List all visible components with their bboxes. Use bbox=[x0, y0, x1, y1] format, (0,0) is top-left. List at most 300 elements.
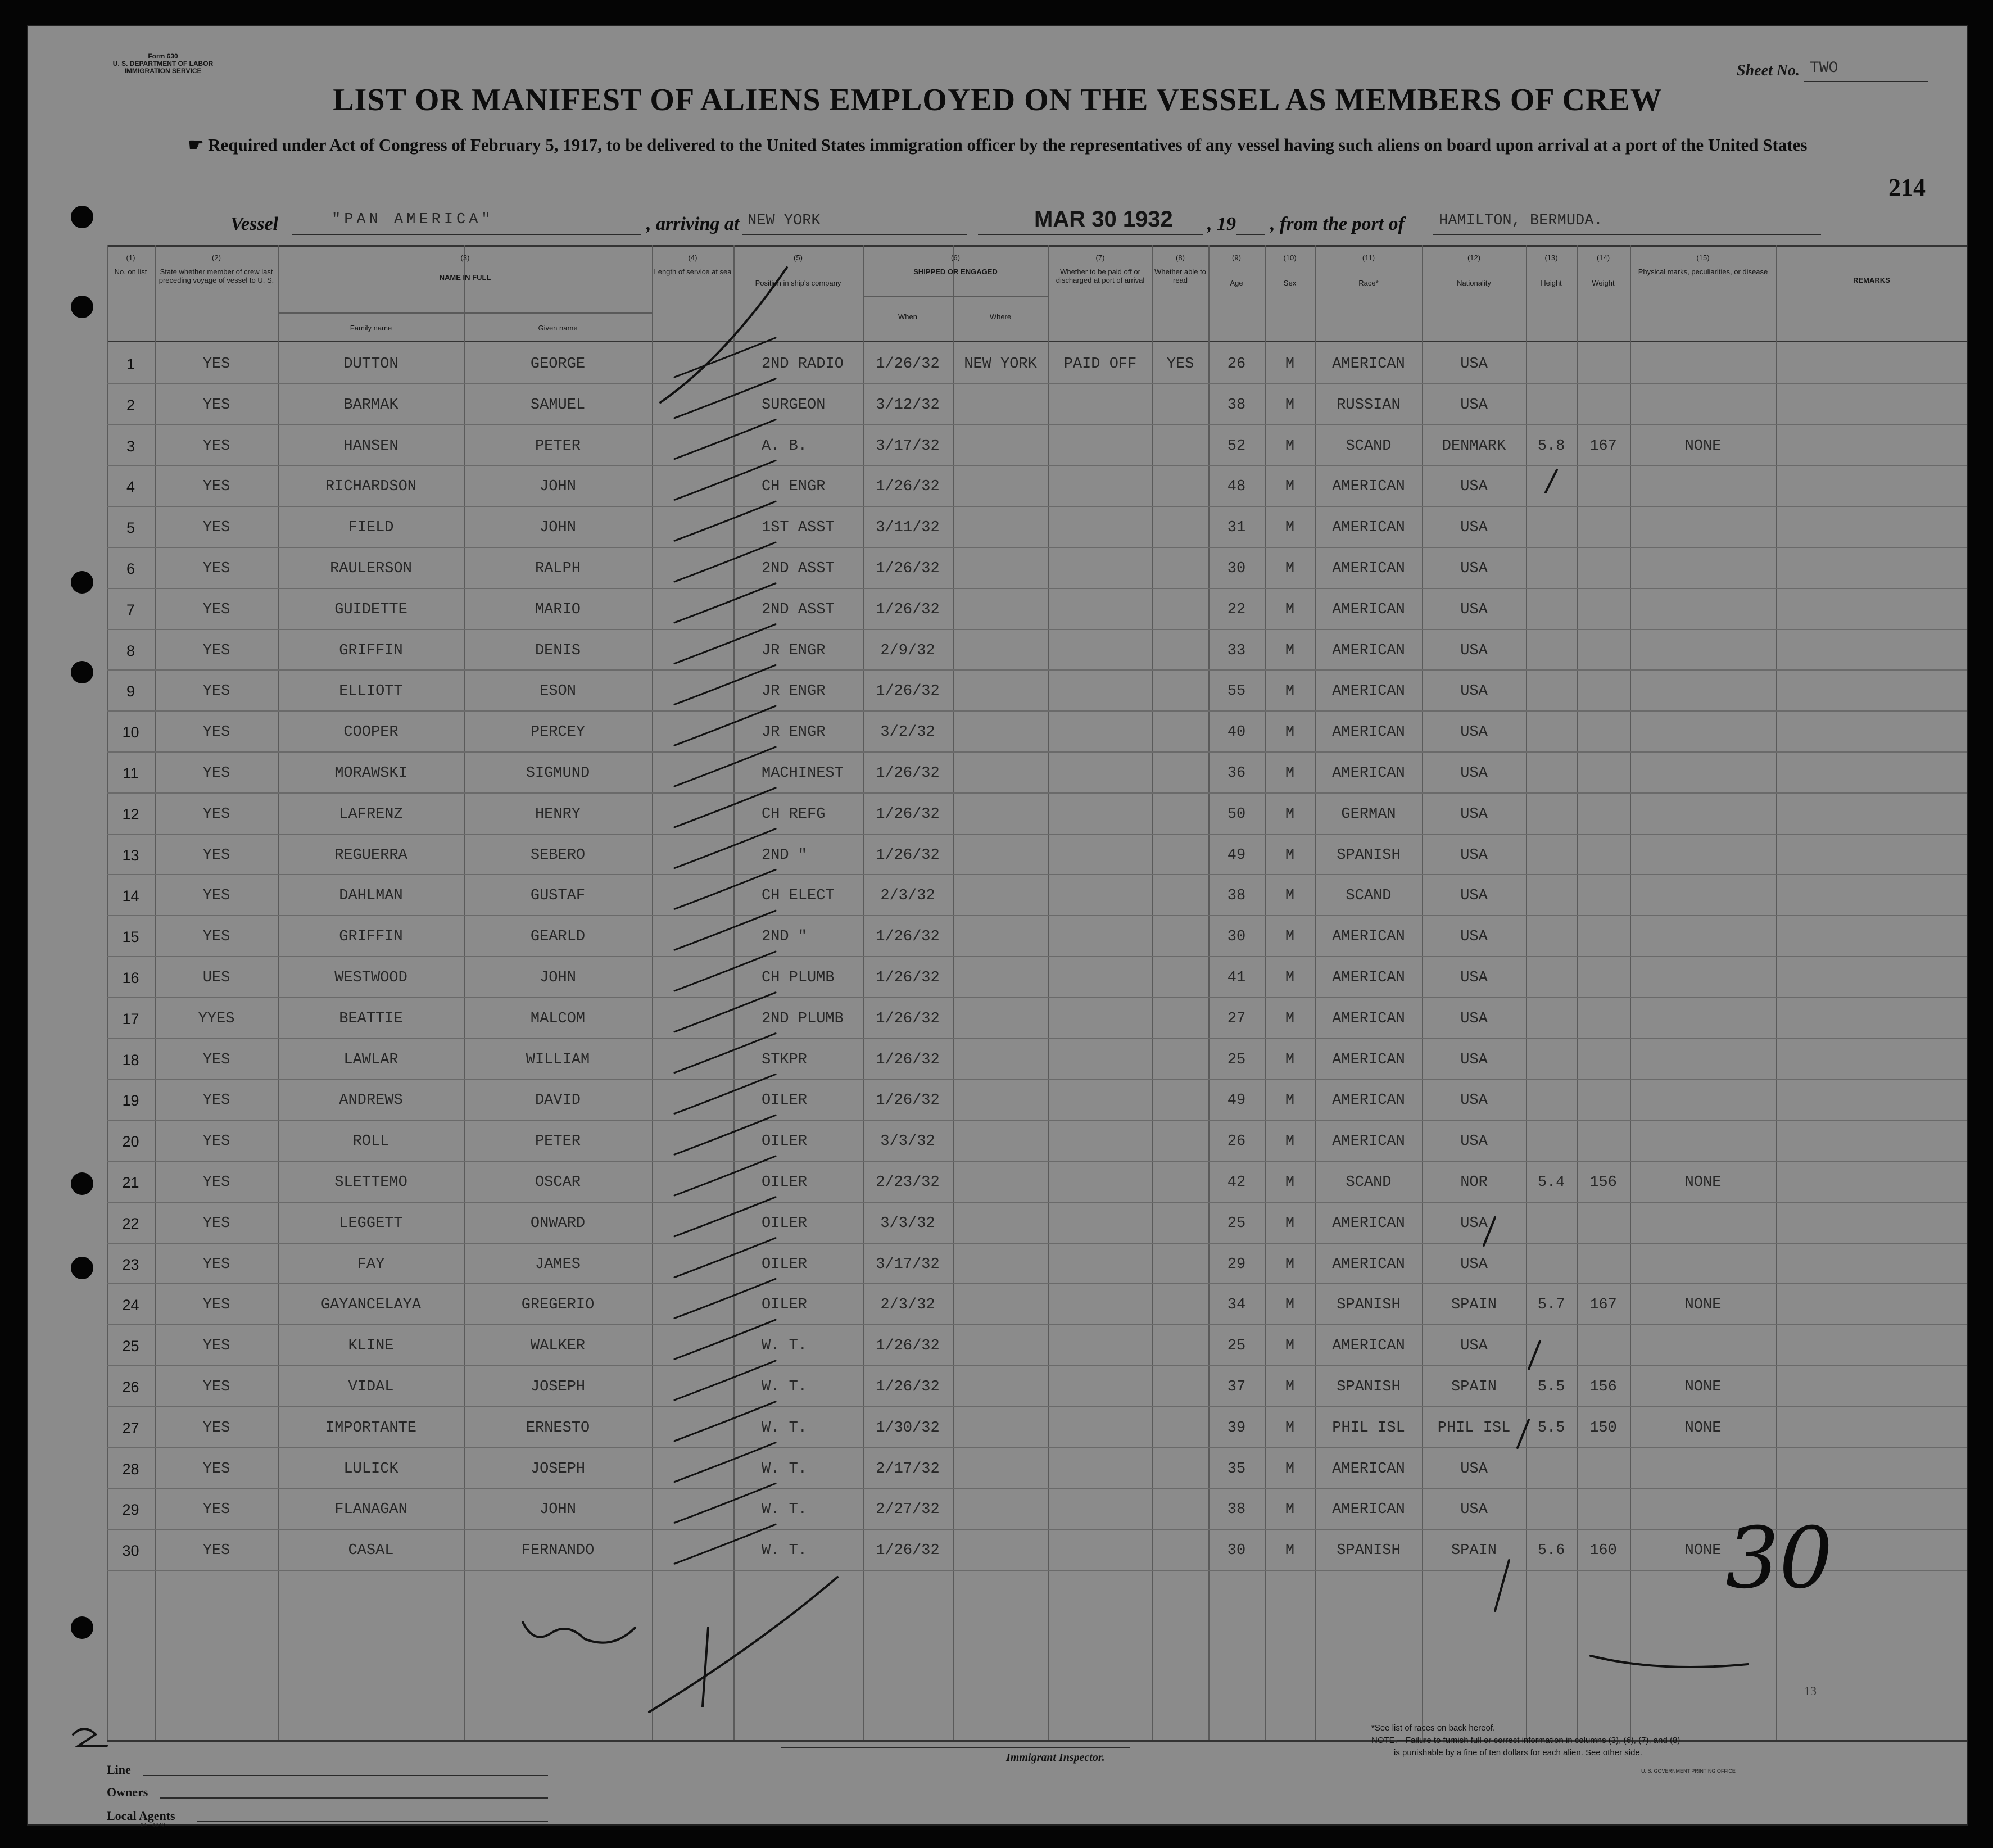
checkmark bbox=[674, 1074, 776, 1113]
cell-race: AMERICAN bbox=[1332, 519, 1405, 537]
cell-given: GEORGE bbox=[530, 356, 586, 373]
cell-when: 1/26/32 bbox=[876, 601, 940, 618]
cell-when: 2/23/32 bbox=[876, 1174, 940, 1191]
cell-crew: YES bbox=[202, 1542, 230, 1560]
cell-height: 5.4 bbox=[1537, 1174, 1565, 1191]
cell-no: 12 bbox=[122, 805, 139, 823]
cell-crew: YES bbox=[202, 805, 230, 823]
checkmark bbox=[674, 1279, 776, 1318]
cell-when: 1/26/32 bbox=[876, 356, 940, 373]
cell-family: MORAWSKI bbox=[334, 765, 407, 782]
cell-nat: USA bbox=[1460, 1256, 1488, 1273]
cell-weight: 150 bbox=[1589, 1419, 1617, 1437]
cell-family: ROLL bbox=[352, 1133, 389, 1151]
checkmark bbox=[674, 869, 776, 909]
cell-when: 1/26/32 bbox=[876, 1379, 940, 1396]
cell-race: AMERICAN bbox=[1332, 1338, 1405, 1355]
cell-sex: M bbox=[1285, 1174, 1295, 1191]
cell-when: 1/26/32 bbox=[876, 1010, 940, 1027]
cell-no: 19 bbox=[122, 1092, 139, 1109]
cell-position: OILER bbox=[762, 1297, 808, 1314]
cell-given: JOHN bbox=[540, 1501, 576, 1519]
cell-sex: M bbox=[1285, 887, 1295, 905]
cell-age: 55 bbox=[1227, 683, 1246, 700]
departure-port: HAMILTON, BERMUDA. bbox=[1439, 212, 1603, 229]
cell-nat: NOR bbox=[1460, 1174, 1488, 1191]
col-header-able-to-read: (8) Whether able to read bbox=[1154, 253, 1206, 284]
checkmark bbox=[674, 788, 776, 827]
cell-family: REGUERRA bbox=[334, 846, 407, 864]
cell-age: 40 bbox=[1227, 724, 1246, 741]
cell-when: 2/3/32 bbox=[880, 887, 935, 905]
manifest-sheet bbox=[27, 25, 1968, 1826]
cell-height: 5.8 bbox=[1537, 437, 1565, 455]
cell-when: 1/26/32 bbox=[876, 683, 940, 700]
cell-no: 20 bbox=[122, 1133, 139, 1151]
cell-age: 25 bbox=[1227, 1051, 1246, 1068]
checkmark bbox=[674, 1443, 776, 1482]
cell-sex: M bbox=[1285, 356, 1295, 373]
cell-crew: UES bbox=[202, 970, 230, 986]
cell-sex: M bbox=[1285, 437, 1295, 455]
checkmark bbox=[674, 1156, 776, 1195]
cell-nat: SPAIN bbox=[1451, 1297, 1497, 1314]
cell-position: W. T. bbox=[762, 1460, 808, 1478]
cell-crew: YES bbox=[202, 642, 230, 659]
cell-crew: YES bbox=[202, 437, 230, 455]
cell-race: AMERICAN bbox=[1332, 642, 1405, 659]
cell-age: 48 bbox=[1227, 478, 1246, 496]
cell-height: 5.5 bbox=[1537, 1419, 1565, 1437]
cell-race: AMERICAN bbox=[1332, 1460, 1405, 1478]
checkmark bbox=[674, 747, 776, 786]
cell-given: ESON bbox=[540, 683, 576, 700]
cell-family: WESTWOOD bbox=[334, 970, 407, 986]
cell-race: AMERICAN bbox=[1332, 601, 1405, 618]
cell-nat: USA bbox=[1460, 887, 1488, 905]
cell-when: 1/26/32 bbox=[876, 970, 940, 986]
cell-position: CH REFG bbox=[762, 805, 826, 823]
cell-crew: YYES bbox=[198, 1010, 235, 1027]
cell-given: HENRY bbox=[535, 805, 581, 823]
cell-age: 31 bbox=[1227, 519, 1246, 537]
cell-race: AMERICAN bbox=[1332, 683, 1405, 700]
cell-sex: M bbox=[1285, 970, 1295, 986]
cell-crew: YES bbox=[202, 601, 230, 618]
cell-nat: USA bbox=[1460, 846, 1488, 864]
cell-no: 23 bbox=[122, 1256, 139, 1273]
cell-given: DENIS bbox=[535, 642, 581, 659]
cell-age: 41 bbox=[1227, 970, 1246, 986]
cell-nat: USA bbox=[1460, 1051, 1488, 1068]
cell-race: AMERICAN bbox=[1332, 1215, 1405, 1232]
cell-no: 15 bbox=[122, 928, 139, 946]
cell-age: 29 bbox=[1227, 1256, 1246, 1273]
cell-no: 16 bbox=[122, 970, 139, 986]
cell-family: GUIDETTE bbox=[334, 601, 407, 618]
cell-when: 1/26/32 bbox=[876, 1338, 940, 1355]
cell-age: 30 bbox=[1227, 560, 1246, 577]
cell-no: 14 bbox=[122, 887, 139, 905]
cell-race: GERMAN bbox=[1341, 805, 1396, 823]
year-suffix: , 19 bbox=[1207, 214, 1236, 234]
cell-race: AMERICAN bbox=[1332, 765, 1405, 782]
cell-no: 24 bbox=[122, 1297, 139, 1314]
cell-sex: M bbox=[1285, 1542, 1295, 1560]
cell-weight: 156 bbox=[1589, 1379, 1617, 1396]
cell-family: DAHLMAN bbox=[339, 887, 403, 905]
cell-nat: USA bbox=[1460, 805, 1488, 823]
cell-sex: M bbox=[1285, 683, 1295, 700]
cell-crew: YES bbox=[202, 683, 230, 700]
cell-when: 2/27/32 bbox=[876, 1501, 940, 1519]
cell-age: 39 bbox=[1227, 1419, 1246, 1437]
cell-no: 25 bbox=[122, 1338, 139, 1355]
cell-position: 2ND ASST bbox=[762, 560, 835, 577]
cell-no: 11 bbox=[123, 765, 139, 782]
cell-given: SIGMUND bbox=[526, 765, 590, 782]
cell-sex: M bbox=[1285, 928, 1295, 946]
cell-family: RICHARDSON bbox=[325, 478, 417, 496]
sheet-number-value: TWO bbox=[1810, 60, 1838, 77]
cell-given: JOHN bbox=[540, 478, 576, 496]
cell-sex: M bbox=[1285, 642, 1295, 659]
cell-age: 49 bbox=[1227, 1092, 1246, 1109]
cell-crew: YES bbox=[202, 724, 230, 741]
cell-when: 3/3/32 bbox=[880, 1133, 935, 1151]
cell-age: 50 bbox=[1227, 805, 1246, 823]
col-header-given-name: Given name bbox=[538, 324, 578, 332]
cell-age: 42 bbox=[1227, 1174, 1246, 1191]
cell-position: OILER bbox=[762, 1215, 808, 1232]
checkmark bbox=[674, 1402, 776, 1441]
cell-no: 21 bbox=[122, 1174, 139, 1191]
col-header-length-of-service: (4) Length of service at sea bbox=[654, 253, 732, 276]
cell-nat: USA bbox=[1460, 765, 1488, 782]
cell-crew: YES bbox=[202, 1338, 230, 1355]
cell-age: 52 bbox=[1227, 437, 1246, 455]
cell-position: W. T. bbox=[762, 1419, 808, 1437]
cell-race: AMERICAN bbox=[1332, 1051, 1405, 1068]
col-header-physical-marks: (15) Physical marks, peculiarities, or disease bbox=[1638, 253, 1768, 276]
cell-crew: YES bbox=[202, 765, 230, 782]
cell-no: 6 bbox=[126, 560, 135, 577]
cell-position: STKPR bbox=[762, 1051, 808, 1068]
cell-when: 1/26/32 bbox=[876, 560, 940, 577]
cell-sex: M bbox=[1285, 519, 1295, 537]
cell-position: CH PLUMB bbox=[762, 970, 835, 986]
cell-paid: PAID OFF bbox=[1063, 356, 1137, 373]
cell-given: MALCOM bbox=[530, 1010, 586, 1027]
cell-nat: USA bbox=[1460, 1092, 1488, 1109]
col-header-height: (13) Height bbox=[1541, 253, 1562, 287]
cell-family: KLINE bbox=[348, 1338, 394, 1355]
cell-sex: M bbox=[1285, 724, 1295, 741]
col-header-race: (11) Race* bbox=[1358, 253, 1379, 287]
cell-no: 2 bbox=[126, 396, 135, 414]
cell-position: JR ENGR bbox=[762, 642, 826, 659]
form-code: 14—1240 bbox=[141, 1822, 165, 1828]
cell-race: AMERICAN bbox=[1332, 928, 1405, 946]
cell-no: 7 bbox=[126, 601, 135, 618]
cell-age: 35 bbox=[1227, 1460, 1246, 1478]
cell-no: 5 bbox=[126, 519, 135, 537]
immigrant-inspector-label: Immigrant Inspector. bbox=[1006, 1751, 1105, 1764]
cell-position: SURGEON bbox=[762, 396, 826, 414]
cell-given: MARIO bbox=[535, 601, 581, 618]
hand-pointer-icon: ☛ bbox=[188, 135, 209, 155]
cell-sex: M bbox=[1285, 601, 1295, 618]
cell-nat: USA bbox=[1460, 1215, 1488, 1232]
cell-age: 30 bbox=[1227, 1542, 1246, 1560]
cell-where: NEW YORK bbox=[964, 356, 1037, 373]
cell-race: RUSSIAN bbox=[1337, 396, 1401, 414]
cell-height: 5.7 bbox=[1537, 1297, 1565, 1314]
cell-nat: USA bbox=[1460, 1460, 1488, 1478]
cell-race: AMERICAN bbox=[1332, 356, 1405, 373]
cell-sex: M bbox=[1285, 1379, 1295, 1396]
cell-nat: USA bbox=[1460, 356, 1488, 373]
cell-age: 25 bbox=[1227, 1338, 1246, 1355]
cell-crew: YES bbox=[202, 1051, 230, 1068]
cell-family: HANSEN bbox=[343, 437, 398, 455]
printing-office: U. S. GOVERNMENT PRINTING OFFICE bbox=[1641, 1768, 1736, 1774]
cell-no: 22 bbox=[122, 1215, 139, 1232]
cell-nat: USA bbox=[1460, 928, 1488, 946]
cell-no: 30 bbox=[122, 1542, 139, 1560]
cell-family: LEGGETT bbox=[339, 1215, 403, 1232]
cell-marks: NONE bbox=[1684, 1174, 1722, 1191]
cell-nat: USA bbox=[1460, 396, 1488, 414]
cell-when: 3/11/32 bbox=[876, 519, 940, 537]
cell-age: 30 bbox=[1227, 928, 1246, 946]
cell-sex: M bbox=[1285, 765, 1295, 782]
cell-race: SPANISH bbox=[1337, 1297, 1401, 1314]
cell-weight: 160 bbox=[1589, 1542, 1617, 1560]
cell-position: 2ND " bbox=[762, 846, 808, 864]
cell-when: 2/17/32 bbox=[876, 1460, 940, 1478]
cell-no: 26 bbox=[122, 1379, 139, 1396]
cell-sex: M bbox=[1285, 396, 1295, 414]
checkmark bbox=[674, 542, 776, 582]
checkmark bbox=[674, 1197, 776, 1236]
cell-nat: USA bbox=[1460, 970, 1488, 986]
cell-age: 22 bbox=[1227, 601, 1246, 618]
cell-sex: M bbox=[1285, 1460, 1295, 1478]
checkmark bbox=[674, 706, 776, 745]
cell-position: MACHINEST bbox=[762, 765, 844, 782]
cell-sex: M bbox=[1285, 478, 1295, 496]
footer-note: *See list of races on back hereof. NOTE.—Failure to furnish full or correct information in columns (3), (6), (7), and (8) is punishable by a fine of ten dollars for each alien. See other side. bbox=[1371, 1723, 1681, 1758]
cell-age: 27 bbox=[1227, 1010, 1246, 1027]
cell-race: SCAND bbox=[1346, 887, 1392, 905]
cell-family: ANDREWS bbox=[339, 1092, 403, 1109]
cell-family: ELLIOTT bbox=[339, 683, 403, 700]
cell-nat: USA bbox=[1460, 1133, 1488, 1151]
cell-age: 38 bbox=[1227, 887, 1246, 905]
checkmark bbox=[674, 911, 776, 950]
checkmark bbox=[674, 1361, 776, 1400]
cell-nat: USA bbox=[1460, 560, 1488, 577]
cell-nat: USA bbox=[1460, 1338, 1488, 1355]
cell-position: W. T. bbox=[762, 1379, 808, 1396]
cell-race: AMERICAN bbox=[1332, 970, 1405, 986]
cell-given: JOHN bbox=[540, 970, 576, 986]
sheet-number-label: Sheet No. bbox=[1737, 62, 1800, 79]
col-header-family-name: Family name bbox=[350, 324, 392, 332]
cell-family: RAULERSON bbox=[330, 560, 412, 577]
cell-family: SLETTEMO bbox=[334, 1174, 407, 1191]
cell-sex: M bbox=[1285, 1010, 1295, 1027]
cell-nat: USA bbox=[1460, 724, 1488, 741]
cell-when: 3/3/32 bbox=[880, 1215, 935, 1232]
cell-crew: YES bbox=[202, 1419, 230, 1437]
cell-nat: USA bbox=[1460, 683, 1488, 700]
cell-race: SCAND bbox=[1346, 1174, 1392, 1191]
cell-crew: YES bbox=[202, 478, 230, 496]
cell-given: DAVID bbox=[535, 1092, 581, 1109]
cell-weight: 167 bbox=[1589, 1297, 1617, 1314]
cell-when: 2/9/32 bbox=[880, 642, 935, 659]
col-header-paid-off: (7) Whether to be paid off or discharged at port of arrival bbox=[1056, 253, 1145, 284]
cell-family: COOPER bbox=[343, 724, 398, 741]
checkmark bbox=[674, 1483, 776, 1523]
cell-when: 1/26/32 bbox=[876, 805, 940, 823]
cell-sex: M bbox=[1285, 805, 1295, 823]
checkmark bbox=[674, 1238, 776, 1278]
cell-age: 34 bbox=[1227, 1297, 1246, 1314]
checkmark bbox=[674, 420, 776, 459]
cell-position: OILER bbox=[762, 1092, 808, 1109]
cell-marks: NONE bbox=[1684, 1379, 1722, 1396]
cell-given: PETER bbox=[535, 1133, 581, 1151]
cell-read: YES bbox=[1166, 356, 1194, 373]
cell-race: AMERICAN bbox=[1332, 1256, 1405, 1273]
cell-sex: M bbox=[1285, 1501, 1295, 1519]
cell-given: WALKER bbox=[530, 1338, 586, 1355]
col-header-where: Where bbox=[989, 312, 1012, 321]
cell-sex: M bbox=[1285, 1338, 1295, 1355]
cell-when: 3/2/32 bbox=[880, 724, 935, 741]
col-header-position: (5) Position in ship's company bbox=[755, 253, 841, 287]
cell-nat: USA bbox=[1460, 1501, 1488, 1519]
col-header-weight: (14) Weight bbox=[1592, 253, 1615, 287]
cell-sex: M bbox=[1285, 1051, 1295, 1068]
col-header-when: When bbox=[898, 312, 917, 321]
cell-family: FLANAGAN bbox=[334, 1501, 407, 1519]
cell-height: 5.5 bbox=[1537, 1379, 1565, 1396]
cell-race: AMERICAN bbox=[1332, 478, 1405, 496]
cell-crew: YES bbox=[202, 356, 230, 373]
cell-race: PHIL ISL bbox=[1332, 1419, 1405, 1437]
cell-position: 1ST ASST bbox=[762, 519, 835, 537]
cell-given: JOSEPH bbox=[530, 1379, 586, 1396]
cell-race: AMERICAN bbox=[1332, 1133, 1405, 1151]
cell-position: W. T. bbox=[762, 1338, 808, 1355]
cell-position: W. T. bbox=[762, 1501, 808, 1519]
cell-race: AMERICAN bbox=[1332, 560, 1405, 577]
cell-given: WILLIAM bbox=[526, 1051, 590, 1068]
cell-nat: SPAIN bbox=[1451, 1542, 1497, 1560]
cell-family: LULICK bbox=[343, 1460, 398, 1478]
checkmark bbox=[674, 338, 776, 377]
cell-weight: 167 bbox=[1589, 437, 1617, 455]
cell-crew: YES bbox=[202, 1174, 230, 1191]
cell-crew: YES bbox=[202, 519, 230, 537]
cell-crew: YES bbox=[202, 1297, 230, 1314]
checkmark bbox=[674, 993, 776, 1032]
vessel-name: "PAN AMERICA" bbox=[332, 211, 494, 228]
cell-given: JAMES bbox=[535, 1256, 581, 1273]
col-header-no: (1) No. on list bbox=[114, 253, 147, 276]
checkmark bbox=[674, 460, 776, 500]
cell-family: DUTTON bbox=[343, 356, 398, 373]
cell-crew: YES bbox=[202, 1460, 230, 1478]
cell-given: GUSTAF bbox=[530, 887, 586, 905]
cell-sex: M bbox=[1285, 1092, 1295, 1109]
cell-when: 2/3/32 bbox=[880, 1297, 935, 1314]
cell-age: 37 bbox=[1227, 1379, 1246, 1396]
cell-race: SPANISH bbox=[1337, 1379, 1401, 1396]
cell-crew: YES bbox=[202, 887, 230, 905]
cell-race: SPANISH bbox=[1337, 846, 1401, 864]
col-header-remarks: REMARKS bbox=[1853, 276, 1890, 284]
cell-no: 17 bbox=[122, 1010, 139, 1027]
cell-crew: YES bbox=[202, 396, 230, 414]
cell-race: AMERICAN bbox=[1332, 1092, 1405, 1109]
cell-age: 26 bbox=[1227, 356, 1246, 373]
cell-age: 49 bbox=[1227, 846, 1246, 864]
cell-race: SPANISH bbox=[1337, 1542, 1401, 1560]
cell-given: SEBERO bbox=[530, 846, 586, 864]
vessel-label: Vessel bbox=[230, 214, 278, 234]
cell-family: BEATTIE bbox=[339, 1010, 403, 1027]
cell-position: W. T. bbox=[762, 1542, 808, 1560]
cell-given: JOSEPH bbox=[530, 1460, 586, 1478]
cell-family: BARMAK bbox=[343, 396, 398, 414]
from-port-label: , from the port of bbox=[1270, 214, 1405, 234]
checkmark bbox=[674, 1034, 776, 1073]
cell-given: GEARLD bbox=[530, 928, 586, 946]
cell-age: 25 bbox=[1227, 1215, 1246, 1232]
cell-family: IMPORTANTE bbox=[325, 1419, 417, 1437]
cell-marks: NONE bbox=[1684, 1297, 1722, 1314]
cell-nat: USA bbox=[1460, 601, 1488, 618]
col-header-nationality: (12) Nationality bbox=[1457, 253, 1491, 287]
cell-position: JR ENGR bbox=[762, 724, 826, 741]
cell-age: 33 bbox=[1227, 642, 1246, 659]
cell-given: PERCEY bbox=[530, 724, 586, 741]
cell-height: 5.6 bbox=[1537, 1542, 1565, 1560]
cell-family: GAYANCELAYA bbox=[320, 1297, 422, 1314]
page-number: 214 bbox=[1888, 174, 1926, 201]
cell-when: 1/26/32 bbox=[876, 846, 940, 864]
cell-age: 38 bbox=[1227, 396, 1246, 414]
margin-mark: 13 bbox=[1804, 1684, 1817, 1698]
owners-label: Owners bbox=[107, 1785, 148, 1799]
cell-given: RALPH bbox=[535, 560, 581, 577]
cell-given: ONWARD bbox=[530, 1215, 586, 1232]
cell-crew: YES bbox=[202, 1092, 230, 1109]
cell-nat: SPAIN bbox=[1451, 1379, 1497, 1396]
cell-when: 3/17/32 bbox=[876, 437, 940, 455]
cell-position: OILER bbox=[762, 1133, 808, 1151]
cell-age: 36 bbox=[1227, 765, 1246, 782]
cell-no: 18 bbox=[122, 1051, 139, 1068]
cell-race: AMERICAN bbox=[1332, 724, 1405, 741]
col-header-shipped: (6) SHIPPED OR ENGAGED bbox=[913, 253, 998, 276]
cell-nat: PHIL ISL bbox=[1437, 1419, 1511, 1437]
